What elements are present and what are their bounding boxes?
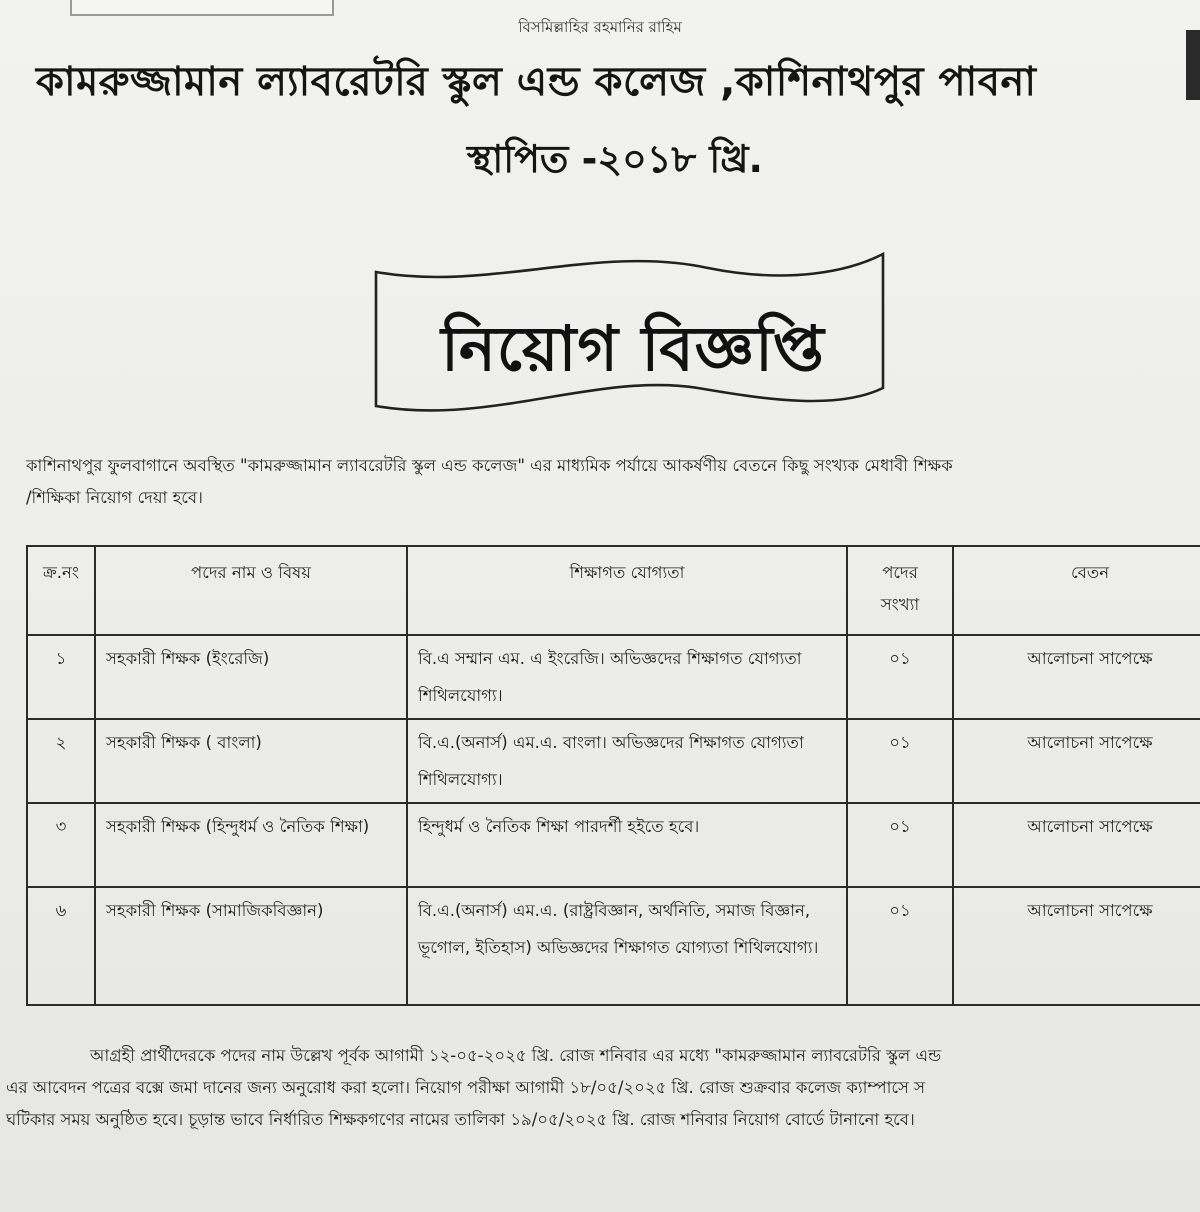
cell-salary: আলোচনা সাপেক্ষে bbox=[953, 719, 1200, 803]
header-salary: বেতন bbox=[953, 546, 1200, 635]
cell-qualification: বি.এ.(অনার্স) এম.এ. বাংলা। অভিজ্ঞদের শিক্ষাগত যোগ্যতা শিথিলযোগ্য। bbox=[407, 719, 847, 803]
cell-serial: ৬ bbox=[27, 887, 95, 1005]
closing-paragraph bbox=[6, 1040, 1200, 1136]
table-header-row bbox=[27, 546, 1200, 635]
header-post: পদের নাম ও বিষয় bbox=[95, 546, 407, 635]
cell-post: সহকারী শিক্ষক ( বাংলা) bbox=[95, 719, 407, 803]
cell-post: সহকারী শিক্ষক (হিন্দুধর্ম ও নৈতিক শিক্ষা) bbox=[95, 803, 407, 887]
intro-paragraph bbox=[26, 450, 1200, 514]
closing-line-3: ঘটিকার সময় অনুষ্ঠিত হবে। চূড়ান্ত ভাবে নির্ধারিত শিক্ষকগণের নামের তালিকা ১৯/০৫/২০২৫ খ্রি. রোজ শনিবার নিয়োগ বোর্ডে টানানো হবে। bbox=[6, 1110, 915, 1129]
closing-line-1: আগ্রহী প্রার্থীদেরকে পদের নাম উল্লেখ পূর্বক আগামী ১২-০৫-২০২৫ খ্রি. রোজ শনিবার এর মধ্যে "কামরুজ্জামান ল্যাবরেটরি স্কুল এন্ড bbox=[90, 1046, 942, 1065]
cell-count: ০১ bbox=[847, 803, 953, 887]
intro-line-1: কাশিনাথপুর ফুলবাগানে অবস্থিত "কামরুজ্জামান ল্যাবরেটরি স্কুল এন্ড কলেজ" এর মাধ্যমিক পর্যায়ে আকর্ষণীয় বেতনে কিছু সংখ্যক মেধাবী শিক্ষক bbox=[26, 456, 953, 475]
table-row bbox=[27, 719, 1200, 803]
table-row bbox=[27, 635, 1200, 719]
cell-qualification: বি.এ.(অনার্স) এম.এ. (রাষ্ট্রবিজ্ঞান, অর্থনিতি, সমাজ বিজ্ঞান, ভূগোল, ইতিহাস) অভিজ্ঞদের শিক্ষাগত যোগ্যতা শিথিলযোগ্য। bbox=[407, 887, 847, 1005]
cell-count: ০১ bbox=[847, 719, 953, 803]
closing-line-2: এর আবেদন পত্রের বক্সে জমা দানের জন্য অনুরোধ করা হলো। নিয়োগ পরীক্ষা আগামী ১৮/০৫/২০২৫ খ্রি. রোজ শুক্রবার কলেজ ক্যাম্পাসে স bbox=[6, 1078, 926, 1097]
bismillah-line: বিসমিল্লাহির রহমানির রাহিম bbox=[518, 18, 682, 36]
header-serial: ক্র.নং bbox=[27, 546, 95, 635]
cell-serial: ১ bbox=[27, 635, 95, 719]
cell-post: সহকারী শিক্ষক (সামাজিকবিজ্ঞান) bbox=[95, 887, 407, 1005]
header-qualification: শিক্ষাগত যোগ্যতা bbox=[407, 546, 847, 635]
table-row bbox=[27, 887, 1200, 1005]
vacancy-table bbox=[26, 545, 1200, 1006]
cell-salary: আলোচনা সাপেক্ষে bbox=[953, 887, 1200, 1005]
cell-qualification: বি.এ সম্মান এম. এ ইংরেজি। অভিজ্ঞদের শিক্ষাগত যোগ্যতা শিথিলযোগ্য। bbox=[407, 635, 847, 719]
cell-serial: ২ bbox=[27, 719, 95, 803]
cell-serial: ৩ bbox=[27, 803, 95, 887]
intro-line-2: /শিক্ষিকা নিয়োগ দেয়া হবে। bbox=[26, 488, 203, 507]
header-count bbox=[847, 546, 953, 635]
header-count-line2: সংখ্যা bbox=[880, 595, 920, 614]
cell-salary: আলোচনা সাপেক্ষে bbox=[953, 635, 1200, 719]
paper-edge-strip bbox=[70, 0, 334, 16]
cell-count: ০১ bbox=[847, 887, 953, 1005]
cell-count: ০১ bbox=[847, 635, 953, 719]
notice-banner bbox=[368, 250, 898, 430]
cell-post: সহকারী শিক্ষক (ইংরেজি) bbox=[95, 635, 407, 719]
established-year: স্থাপিত -২০১৮ খ্রি. bbox=[467, 137, 763, 181]
notice-title: নিয়োগ বিজ্ঞপ্তি bbox=[441, 312, 825, 385]
header-count-line1: পদের bbox=[882, 563, 918, 582]
cell-salary: আলোচনা সাপেক্ষে bbox=[953, 803, 1200, 887]
table-row bbox=[27, 803, 1200, 887]
school-name-heading: কামরুজ্জামান ল্যাবরেটরি স্কুল এন্ড কলেজ ,কাশিনাথপুর পাবনা bbox=[36, 59, 1037, 105]
cell-qualification: হিন্দুধর্ম ও নৈতিক শিক্ষা পারদর্শী হইতে হবে। bbox=[407, 803, 847, 887]
